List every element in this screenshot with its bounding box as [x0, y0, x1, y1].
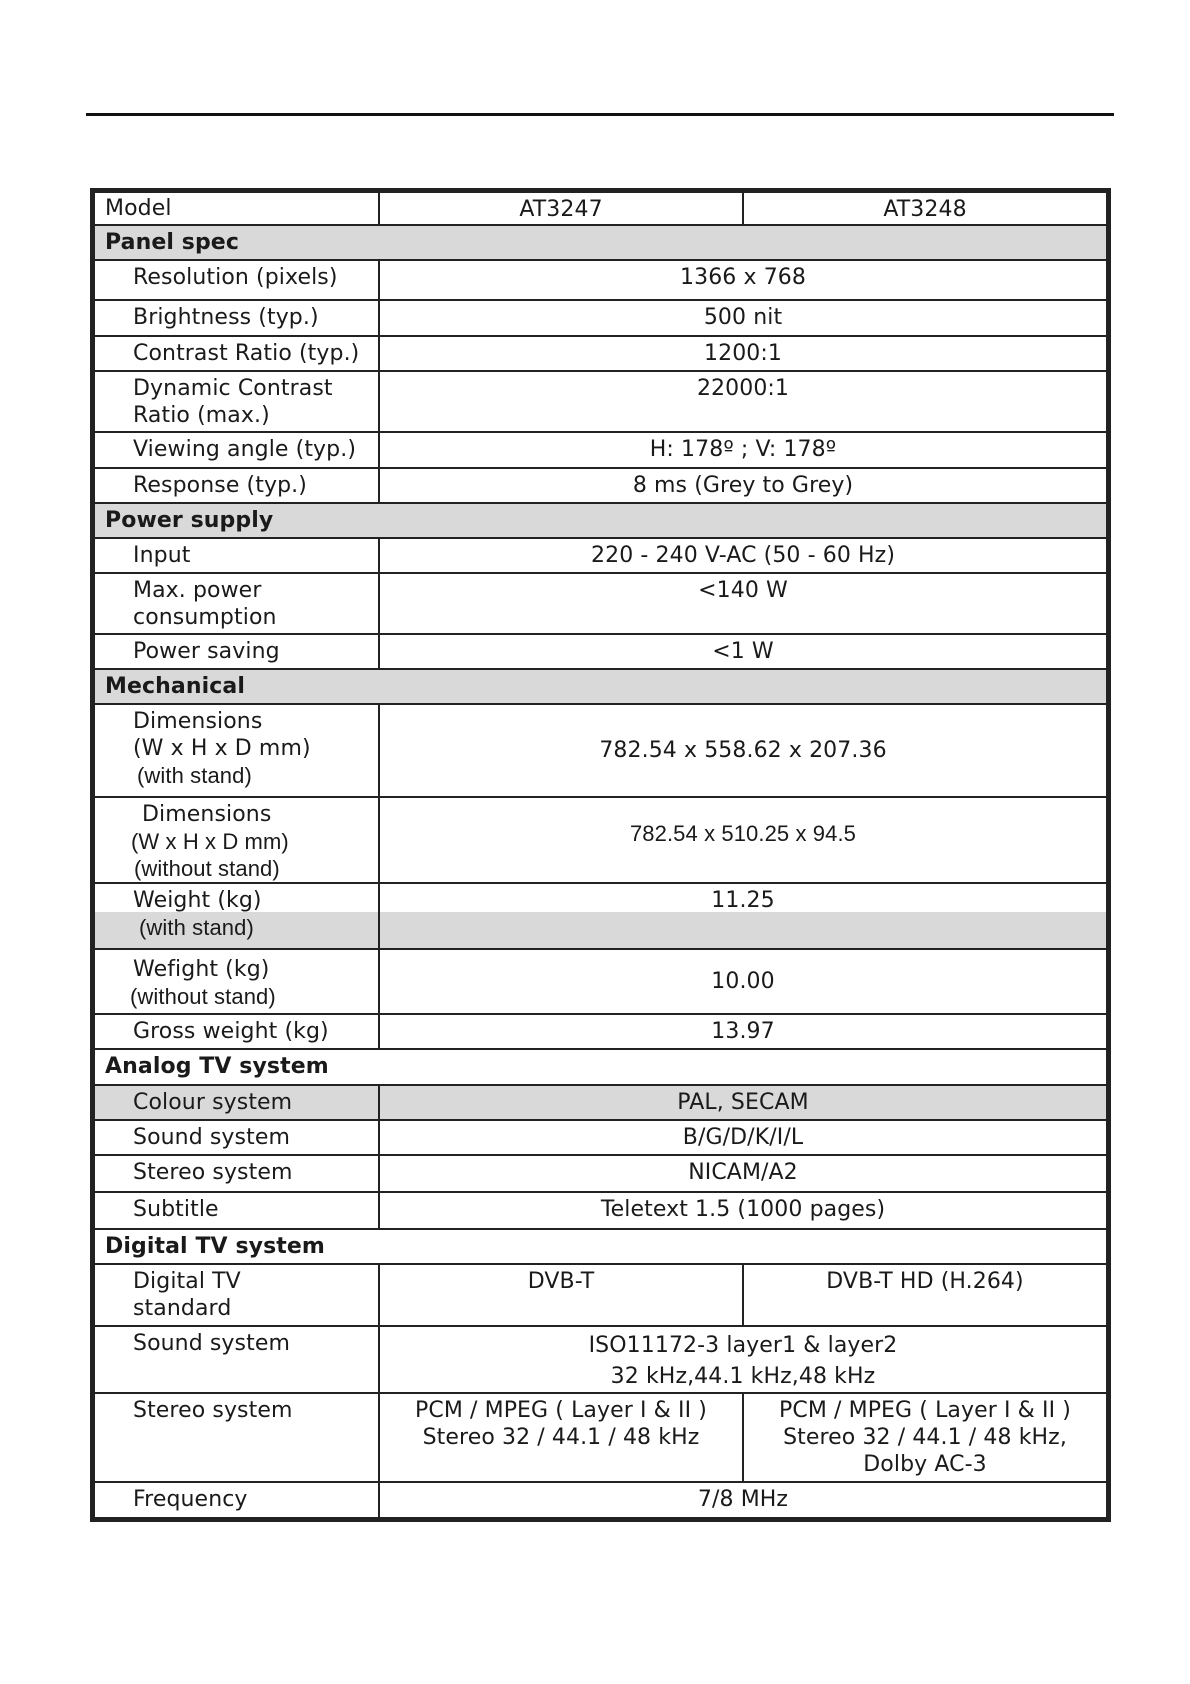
analog-sound-label: Sound system [94, 1120, 379, 1155]
resolution-value: 1366 x 768 [379, 260, 1107, 300]
table-row [94, 883, 1107, 949]
table-row [94, 336, 1107, 371]
brightness-label: Brightness (typ.) [94, 300, 379, 336]
digital-sound-value-line2: 32 kHz,44.1 kHz,48 kHz [610, 1364, 876, 1389]
digital-stereo-b-line1: PCM / MPEG ( Layer I & II ) [779, 1398, 1071, 1423]
dynamic-contrast-label-line1: Dynamic Contrast [133, 376, 333, 401]
table-row [94, 949, 1107, 1014]
max-power-label [94, 573, 379, 634]
table-row [94, 1326, 1107, 1393]
dim-stand-label [94, 704, 379, 797]
section-title-digital: Digital TV system [94, 1229, 1107, 1264]
digital-standard-label [94, 1264, 379, 1326]
input-label: Input [94, 538, 379, 573]
digital-stereo-b-line2: Stereo 32 / 44.1 / 48 kHz, [783, 1425, 1067, 1450]
colour-system-value: PAL, SECAM [379, 1085, 1107, 1120]
table-row [94, 538, 1107, 573]
model-b: AT3248 [743, 192, 1107, 225]
dynamic-contrast-value: 22000:1 [379, 371, 1107, 432]
dim-stand-label-line1: Dimensions [133, 709, 263, 734]
weight-stand-label-line2: (with stand) [139, 915, 254, 940]
frequency-label: Frequency [94, 1482, 379, 1518]
dynamic-contrast-label [94, 371, 379, 432]
model-label: Model [94, 192, 379, 225]
weight-nostand-label-line2: (without stand) [130, 984, 276, 1009]
dim-nostand-label-line3: (without stand) [134, 856, 280, 881]
analog-sound-value: B/G/D/K/I/L [379, 1120, 1107, 1155]
table-row [94, 1014, 1107, 1049]
table-row [94, 371, 1107, 432]
response-label: Response (typ.) [94, 468, 379, 503]
max-power-label-line1: Max. power [133, 578, 262, 603]
section-panel [94, 225, 1107, 260]
colour-system-label: Colour system [94, 1085, 379, 1120]
frequency-value: 7/8 MHz [379, 1482, 1107, 1518]
table-row [94, 300, 1107, 336]
section-title-panel: Panel spec [94, 225, 1107, 260]
weight-stand-value: 11.25 [711, 888, 775, 913]
dim-stand-label-line2: (W x H x D mm) [133, 736, 311, 761]
table-row [94, 1482, 1107, 1518]
dim-nostand-value: 782.54 x 510.25 x 94.5 [379, 797, 1107, 883]
dim-stand-value: 782.54 x 558.62 x 207.36 [379, 704, 1107, 797]
dynamic-contrast-label-line2: Ratio (max.) [133, 403, 270, 428]
dim-stand-label-line3: (with stand) [137, 763, 252, 788]
dim-nostand-label-line1: Dimensions [142, 802, 272, 827]
power-saving-label: Power saving [94, 634, 379, 669]
digital-stereo-a-line2: Stereo 32 / 44.1 / 48 kHz [422, 1425, 700, 1450]
gross-weight-value: 13.97 [379, 1014, 1107, 1049]
weight-stand-label [94, 883, 379, 949]
table-row [94, 1155, 1107, 1192]
table-row [94, 1192, 1107, 1229]
analog-stereo-value: NICAM/A2 [379, 1155, 1107, 1192]
digital-standard-label-line2: standard [133, 1296, 232, 1321]
digital-stereo-label: Stereo system [94, 1393, 379, 1482]
resolution-label: Resolution (pixels) [94, 260, 379, 300]
table-row [94, 260, 1107, 300]
table-row [94, 468, 1107, 503]
contrast-value: 1200:1 [379, 336, 1107, 371]
table-row [94, 1120, 1107, 1155]
weight-nostand-value: 10.00 [379, 949, 1107, 1014]
section-mechanical [94, 669, 1107, 704]
input-value: 220 - 240 V-AC (50 - 60 Hz) [379, 538, 1107, 573]
response-value: 8 ms (Grey to Grey) [379, 468, 1107, 503]
max-power-value: <140 W [379, 573, 1107, 634]
digital-stereo-b [743, 1393, 1107, 1482]
digital-sound-label: Sound system [94, 1326, 379, 1393]
top-rule [86, 113, 1114, 116]
digital-standard-a: DVB-T [379, 1264, 743, 1326]
max-power-label-line2: consumption [133, 605, 277, 630]
section-digital [94, 1229, 1107, 1264]
power-saving-value: <1 W [379, 634, 1107, 669]
section-analog [94, 1049, 1107, 1085]
viewing-angle-label: Viewing angle (typ.) [94, 432, 379, 468]
digital-sound-value [379, 1326, 1107, 1393]
table-row [94, 704, 1107, 797]
section-title-power: Power supply [94, 503, 1107, 538]
section-title-analog: Analog TV system [94, 1049, 1107, 1085]
subtitle-label: Subtitle [94, 1192, 379, 1229]
digital-standard-b: DVB-T HD (H.264) [743, 1264, 1107, 1326]
digital-stereo-a [379, 1393, 743, 1482]
spec-table [93, 191, 1108, 1519]
weight-stand-label-line1: Weight (kg) [133, 888, 262, 913]
digital-sound-value-line1: ISO11172-3 layer1 & layer2 [588, 1333, 898, 1358]
table-row [94, 1085, 1107, 1120]
digital-standard-label-line1: Digital TV [133, 1269, 241, 1294]
subtitle-value: Teletext 1.5 (1000 pages) [379, 1192, 1107, 1229]
viewing-angle-value: H: 178º ; V: 178º [379, 432, 1107, 468]
dim-nostand-label [94, 797, 379, 883]
digital-stereo-b-line3: Dolby AC-3 [863, 1452, 987, 1477]
analog-stereo-label: Stereo system [94, 1155, 379, 1192]
table-row [94, 432, 1107, 468]
model-a: AT3247 [379, 192, 743, 225]
dim-nostand-label-line2: (W x H x D mm) [131, 829, 289, 854]
digital-stereo-a-line1: PCM / MPEG ( Layer I & II ) [415, 1398, 707, 1423]
table-row-model [94, 192, 1107, 225]
weight-nostand-label-line1: Wefight (kg) [133, 957, 270, 982]
weight-nostand-label [94, 949, 379, 1014]
section-power [94, 503, 1107, 538]
table-row [94, 634, 1107, 669]
brightness-value: 500 nit [379, 300, 1107, 336]
section-title-mechanical: Mechanical [94, 669, 1107, 704]
table-row [94, 1264, 1107, 1326]
contrast-label: Contrast Ratio (typ.) [94, 336, 379, 371]
table-row [94, 797, 1107, 883]
table-row [94, 573, 1107, 634]
table-row [94, 1393, 1107, 1482]
gross-weight-label: Gross weight (kg) [94, 1014, 379, 1049]
weight-stand-value-cell [379, 883, 1107, 949]
